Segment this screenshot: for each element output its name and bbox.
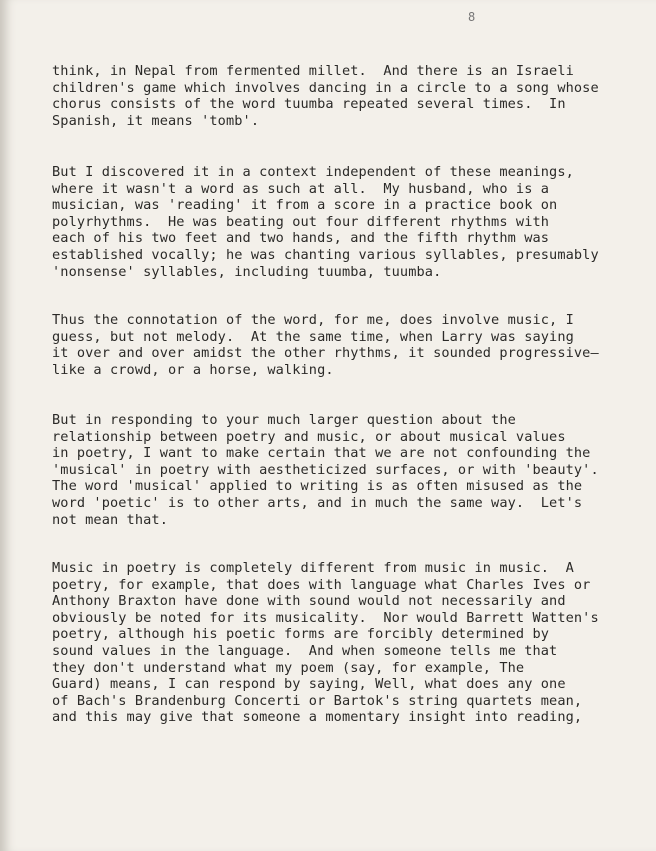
text-line: Music in poetry is completely different from music in music. A [52, 560, 574, 576]
paragraph-1 [52, 63, 637, 129]
text-line: Spanish, it means 'tomb'. [52, 112, 260, 129]
text-line: 'nonsense' syllables, including tuumba, tuumba. [52, 263, 442, 280]
text-line: Anthony Braxton have done with sound would not necessarily and [52, 593, 566, 610]
text-line: poetry, for example, that does with language what Charles Ives or [52, 576, 591, 593]
paragraph-3 [52, 312, 637, 378]
text-line: The word 'musical' applied to writing is as often misused as the [52, 478, 583, 495]
text-line: children's game which involves dancing in a circle to a song whose [52, 79, 599, 96]
text-line: But in responding to your much larger question about the [52, 412, 516, 428]
text-line: chorus consists of the word tuumba repeated several times. In [52, 96, 566, 113]
text-line: sound values in the language. And when someone tells me that [52, 642, 558, 659]
text-line: and this may give that someone a momentary insight into reading, [52, 709, 583, 726]
text-line: Thus the connotation of the word, for me, does involve music, I [52, 312, 574, 328]
text-line: like a crowd, or a horse, walking. [52, 361, 334, 378]
text-line: of Bach's Brandenburg Concerti or Bartok's string quartets mean, [52, 692, 583, 709]
text-line: 'musical' in poetry with aestheticized surfaces, or with 'beauty'. [52, 461, 599, 478]
text-line: musician, was 'reading' it from a score in a practice book on [52, 197, 558, 214]
text-line: established vocally; he was chanting various syllables, presumably [52, 246, 599, 263]
text-line: Guard) means, I can respond by saying, Well, what does any one [52, 676, 566, 693]
text-line: in poetry, I want to make certain that we are not confounding the [52, 445, 591, 462]
text-line: it over and over amidst the other rhythms, it sounded progressive— [52, 345, 599, 362]
text-line: where it wasn't a word as such at all. My husband, who is a [52, 180, 550, 197]
paragraph-5 [52, 560, 637, 726]
text-line: But I discovered it in a context independent of these meanings, [52, 164, 574, 180]
text-line: obviously be noted for its musicality. Nor would Barrett Watten's [52, 609, 599, 626]
text-line: word 'poetic' is to other arts, and in much the same way. Let's [52, 494, 583, 511]
paragraph-2 [52, 164, 637, 280]
text-line: not mean that. [52, 511, 168, 528]
text-line: each of his two feet and two hands, and the fifth rhythm was [52, 230, 550, 247]
text-line: they don't understand what my poem (say, for example, The [52, 659, 525, 676]
text-line: relationship between poetry and music, or about musical values [52, 428, 566, 445]
text-line: think, in Nepal from fermented millet. And there is an Israeli [52, 63, 574, 79]
paragraph-4 [52, 412, 637, 528]
text-line: guess, but not melody. At the same time, when Larry was saying [52, 328, 574, 345]
page-number: 8 [468, 10, 476, 24]
text-line: poetry, although his poetic forms are forcibly determined by [52, 626, 550, 643]
text-line: polyrhythms. He was beating out four different rhythms with [52, 213, 550, 230]
